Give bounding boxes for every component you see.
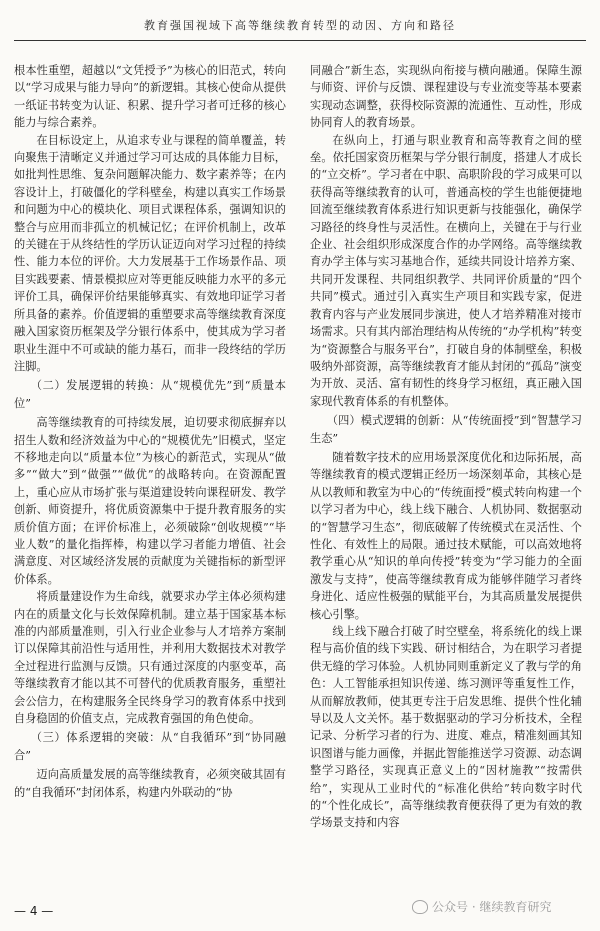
paragraph: 随着数字技术的应用场景深度优化和边际拓展，高等继续教育的模式逻辑正经历一场深刻革命，其核心是从以教师和教室为中心的“传统面授”模式转向构建一个以学习者为中心，线上线下融合、人机协同、数据驱动的“智慧学习生态”，彻底破解了传统模式在灵活性、个性化、有效性上的局限。通过技术赋能，可以高效地将教学重心从“知识的单向传授”转变为“学习能力的全面激发与支持”，使高等继续教育成为能够伴随学习者终身进化、适应性极强的赋能平台，为其高质量发展提供核心引擎。	[310, 450, 582, 621]
header-title: 教育强国视域下高等继续教育转型的动因、方向和路径	[144, 19, 456, 32]
left-column	[14, 62, 286, 852]
paragraph: 在目标设定上，从追求专业与课程的简单覆盖，转向聚焦于清晰定义并通过学习可达成的具体能力目标，如批判性思维、复杂问题解决能力、数字素养等；在内容设计上，打破僵化的学科壁垒，构建以真实工作场景和问题为中心的模块化、项目式课程体系，强调知识的整合与应用而非孤立的机械记忆；在评价机制上，改革的关键在于从终结性的学历认证迈向对学习过程的持续性、能力本位的评价。大力发展基于工作场景作品、项目实践要素、情景模拟应对等更能反映能力水平的多元评价工具，确保评价结果能够真实、有效地印证学习者所具备的素养。价值逻辑的重塑要求高等继续教育深度融入国家资历框架及学分银行体系中，使其成为学习者职业生涯中不可或缺的能力基石，而非一段终结的学历注脚。	[14, 133, 286, 373]
paragraph: 高等继续教育的可持续发展，迫切要求彻底摒弃以招生人数和经济效益为中心的“规模优先”旧模式，坚定不移地走向以“质量本位”为核心的新范式，实现从“做多”“做大”到“做强”“做优”的战略转向。在资源配置上，重心应从市场扩张与渠道建设转向课程研发、教学创新、师资提升，将优质资源集中于提升教育服务的实质价值方面；在评价标准上，必须破除“创收规模”“毕业人数”的量化指挥棒，构建以学习者能力增值、社会满意度、对区域经济发展的贡献度为关键指标的新型评价体系。	[14, 416, 286, 586]
paragraph: 根本性重塑，超越以“文凭授予”为核心的旧范式，转向以“学习成果与能力导向”的新逻辑。其核心使命从提供一纸证书转变为认证、积累、提升学习者可迁移的核心能力与综合素养。	[14, 64, 286, 130]
running-header	[14, 14, 586, 41]
paragraph: 同融合”新生态，实现纵向衔接与横向融通。保障生源与师资、评价与反馈、课程建设与专业流变等基本要素实现动态调整，获得校际资源的流通性、互动性，形成协同育人的教育场景。	[310, 64, 582, 130]
watermark	[412, 898, 551, 915]
section-heading: （四）模式逻辑的创新：从“传统面授”到“智慧学习生态”	[310, 414, 582, 445]
paragraph: 线上线下融合打破了时空壁垒，将系统化的线上课程与高价值的线下实践、研讨相结合，为在职学习者提供无缝的学习体验。人机协同则重新定义了教与学的角色：人工智能承担知识传递、练习测评等重复性工作，从而解放教师，使其更专注于启发思维、提供个性化辅导以及人文关怀。基于数据驱动的学习分析技术，全程记录、分析学习者的行为、进度、难点，精准刻画其知识图谱与能力画像，并据此智能推送学习资源、动态调整学习路径，实现真正意义上的“因材施教”“按需供给”，实现从工业时代的“标准化供给”转向数字时代的“个性化成长”，高等继续教育便获得了更为有效的教学场景支持和内容	[310, 625, 582, 830]
paragraph: 迈向高质量发展的高等继续教育，必须突破其固有的“自我循环”封闭体系，构建内外联动的“协	[14, 768, 286, 799]
wechat-icon	[412, 900, 428, 914]
right-column	[310, 62, 582, 852]
watermark-text: 公众号 · 继续教育研究	[432, 900, 552, 914]
section-heading: （二）发展逻辑的转换：从“规模优先”到“质量本位”	[14, 379, 286, 410]
paragraph: 将质量建设作为生命线，就要求办学主体必须构建内在的质量文化与长效保障机制。建立基于国家基本标准的内部质量准则，引入行业企业参与人才培养方案制订以保障其前沿性与适用性，并利用大数据技术对教学全过程进行监测与反馈。只有通过深度的内驱变革，高等继续教育才能以其不可替代的优质教育服务，重塑社会公信力，在构建服务全民终身学习的教育体系中找到自身稳固的价值支点，完成教育强国的角色使命。	[14, 590, 286, 726]
paragraph: 在纵向上，打通与职业教育和高等教育之间的壁垒。依托国家资历框架与学分银行制度，搭建人才成长的“立交桥”。学习者在中职、高职阶段的学习成果可以获得高等继续教育的认可，普通高校的学生也能便捷地回流至继续教育体系进行知识更新与技能强化，确保学习路径的终身性与灵活性。在横向上，关键在于与行业企业、社会组织形成深度合作的办学网络。高等继续教育办学主体与实习基地合作，延续共同设计培养方案、共同开发课程、共同组织教学、共同评价质量的“四个共同”模式。通过引入真实生产项目和实践专家，促进教育内容与产业发展同步演进，使人才培养精准对接市场需求。只有其内部治理结构从传统的“办学机构”转变为“资源整合与服务平台”，打破自身的体制壁垒，积极吸纳外部资源，高等继续教育才能从封闭的“孤岛”演变为开放、灵活、富有韧性的终身学习枢纽，真正融入国家现代教育体系的有机整体。	[310, 133, 582, 408]
section-heading: （三）体系逻辑的突破：从“自我循环”到“协同融合”	[14, 731, 286, 762]
page-number: — 4 —	[14, 904, 54, 918]
